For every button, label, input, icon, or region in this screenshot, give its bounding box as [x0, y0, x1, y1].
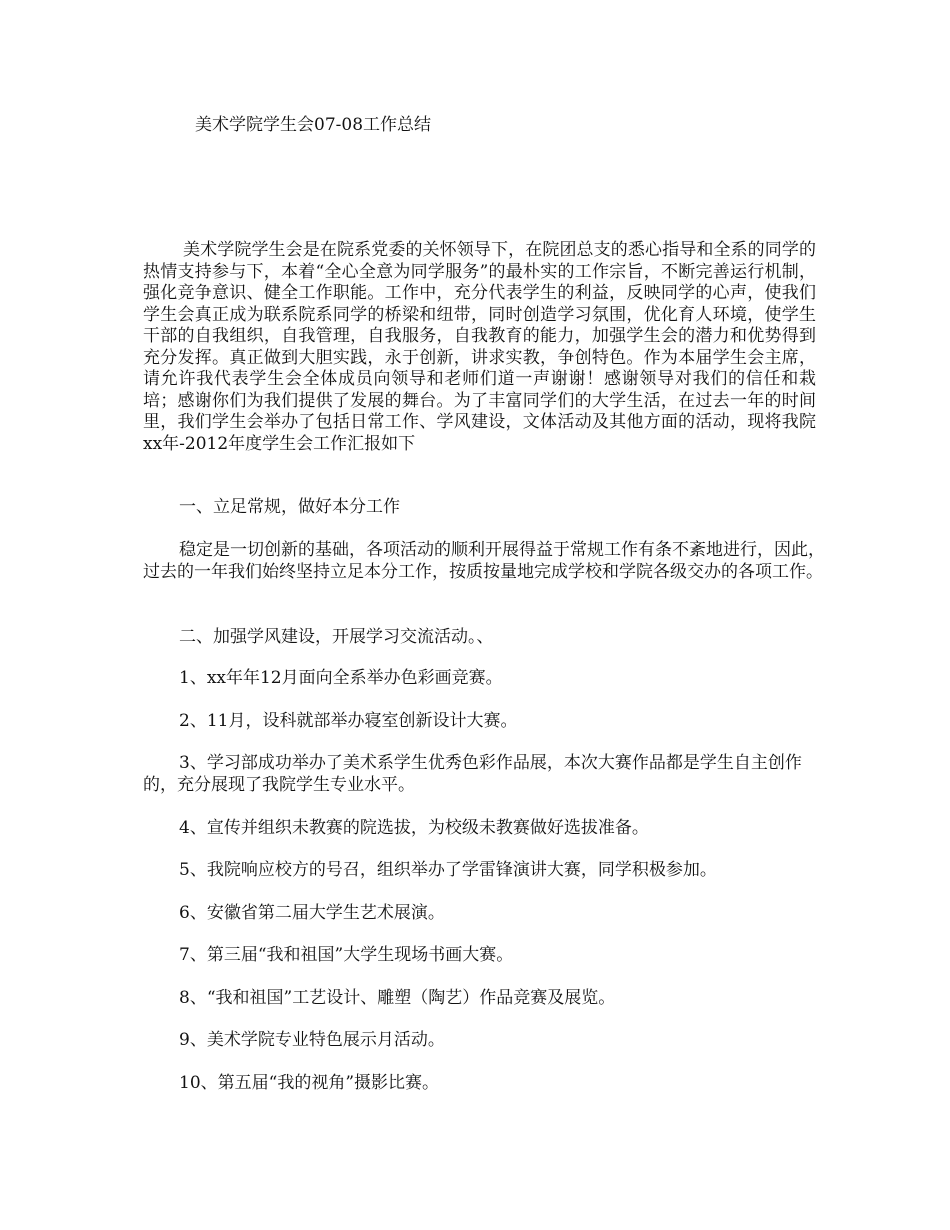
- section1-heading: 一、立足常规，做好本分工作: [179, 497, 400, 517]
- intro-paragraph: 美术学院学生会是在院系党委的关怀领导下，在院团总支的悉心指导和全系的同学的热情支持参与下，本着“全心全意为同学服务”的最朴实的工作宗旨，不断完善运行机制，强化竞争意识、健全工作职能。工作中，充分代表学生的利益，反映同学的心声，使我们学生会真正成为联系院系同学的桥梁和纽带，同时创造学习氛围，优化育人环境，使学生干部的自我组织，自我管理，自我服务，自我教育的能力，加强学生会的潜力和优势得到充分发挥。真正做到大胆实践，永于创新，讲求实教，争创特色。作为本届学生会主席，请允许我代表学生会全体成员向领导和老师们道一声谢谢！感谢领导对我们的信任和栽培；感谢你们为我们提供了发展的舞台。为了丰富同学们的大学生活，在过去一年的时间里，我们学生会举办了包括日常工作、学风建设，文体活动及其他方面的活动，现将我院xx年-2012年度学生会工作汇报如下: [143, 240, 816, 454]
- section1-body: 稳定是一切创新的基础，各项活动的顺利开展得益于常规工作有条不紊地进行，因此，过去的一年我们始终坚持立足本分工作，按质按量地完成学校和学院各级交办的各项工作。: [143, 540, 825, 582]
- list-item: 4、宣传并组织未教赛的院选拔，为校级未教赛做好选拔准备。: [179, 818, 649, 838]
- list-item: 7、第三届“我和祖国”大学生现场书画大赛。: [179, 945, 514, 965]
- list-item: 10、第五届“我的视角”摄影比赛。: [179, 1073, 440, 1093]
- list-item: 6、安徽省第二届大学生艺术展演。: [179, 903, 445, 923]
- list-item: 3、学习部成功举办了美术系学生优秀色彩作品展，本次大赛作品都是学生自主创作的，充分展现了我院学生专业水平。: [143, 753, 802, 795]
- section2-heading: 二、加强学风建设，开展学习交流活动。、: [179, 627, 494, 647]
- list-item: 2、11月，设科就部举办寝室创新设计大赛。: [179, 711, 518, 731]
- list-item: 9、美术学院专业特色展示月活动。: [179, 1030, 445, 1050]
- list-item: 8、“我和祖国”工艺设计、雕塑（陶艺）作品竞赛及展览。: [179, 988, 616, 1008]
- document-title: 美术学院学生会07-08工作总结: [195, 115, 432, 135]
- list-item: 1、xx年年12月面向全系举办色彩画竞赛。: [179, 668, 503, 688]
- list-item: 5、我院响应校方的号召，组织举办了学雷锋演讲大赛，同学积极参加。: [179, 860, 717, 880]
